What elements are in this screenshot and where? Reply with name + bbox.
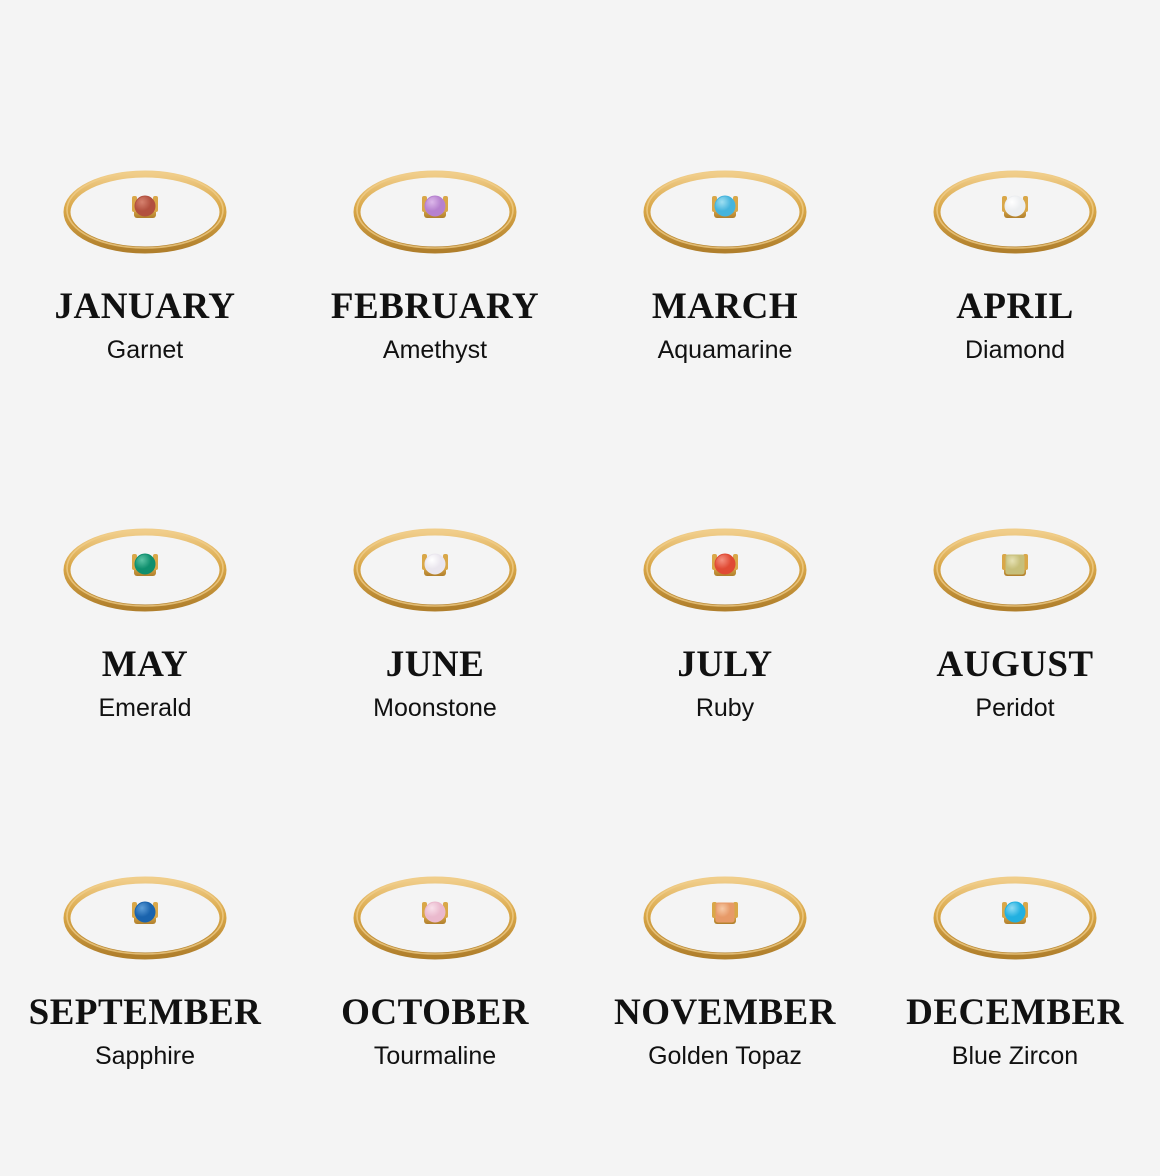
birthstone-card[interactable] — [580, 824, 870, 1176]
birthstone-card[interactable] — [0, 120, 290, 472]
month-label: DECEMBER — [906, 992, 1124, 1033]
stone-label: Ruby — [695, 693, 755, 722]
stone-label: Emerald — [98, 693, 192, 722]
birthstone-card[interactable] — [0, 824, 290, 1176]
stone-label: Moonstone — [373, 693, 497, 722]
gold-ring-icon — [625, 158, 825, 278]
month-label: APRIL — [956, 286, 1074, 327]
gold-ring-icon — [45, 864, 245, 984]
month-label: JANUARY — [54, 286, 236, 327]
birthstone-card[interactable] — [290, 472, 580, 824]
gold-ring-icon — [625, 516, 825, 636]
month-label: OCTOBER — [341, 992, 529, 1033]
gold-ring-icon — [625, 864, 825, 984]
birthstone-card[interactable] — [290, 824, 580, 1176]
stone-label: Sapphire — [94, 1041, 196, 1070]
month-label: FEBRUARY — [330, 286, 540, 327]
stone-label: Blue Zircon — [951, 1041, 1079, 1070]
month-label: NOVEMBER — [614, 992, 836, 1033]
stone-label: Garnet — [106, 335, 184, 364]
gold-ring-icon — [335, 864, 535, 984]
month-label: JUNE — [385, 644, 485, 685]
birthstone-card[interactable] — [290, 120, 580, 472]
month-label: AUGUST — [936, 644, 1094, 685]
stone-label: Amethyst — [382, 335, 488, 364]
month-label: SEPTEMBER — [28, 992, 262, 1033]
gold-ring-icon — [45, 158, 245, 278]
month-label: MARCH — [651, 286, 799, 327]
stone-label: Golden Topaz — [648, 1041, 802, 1070]
gold-ring-icon — [915, 158, 1115, 278]
birthstone-card[interactable] — [0, 472, 290, 824]
stone-label: Tourmaline — [373, 1041, 497, 1070]
gold-ring-icon — [915, 516, 1115, 636]
gold-ring-icon — [335, 516, 535, 636]
birthstone-card[interactable] — [870, 120, 1160, 472]
gold-ring-icon — [915, 864, 1115, 984]
stone-label: Aquamarine — [657, 335, 793, 364]
month-label: JULY — [677, 644, 773, 685]
birthstone-card[interactable] — [580, 472, 870, 824]
birthstone-card[interactable] — [870, 824, 1160, 1176]
stone-label: Diamond — [964, 335, 1066, 364]
birthstone-card[interactable] — [870, 472, 1160, 824]
birthstone-card[interactable] — [580, 120, 870, 472]
gold-ring-icon — [45, 516, 245, 636]
month-label: MAY — [101, 644, 189, 685]
stone-label: Peridot — [975, 693, 1055, 722]
gold-ring-icon — [335, 158, 535, 278]
